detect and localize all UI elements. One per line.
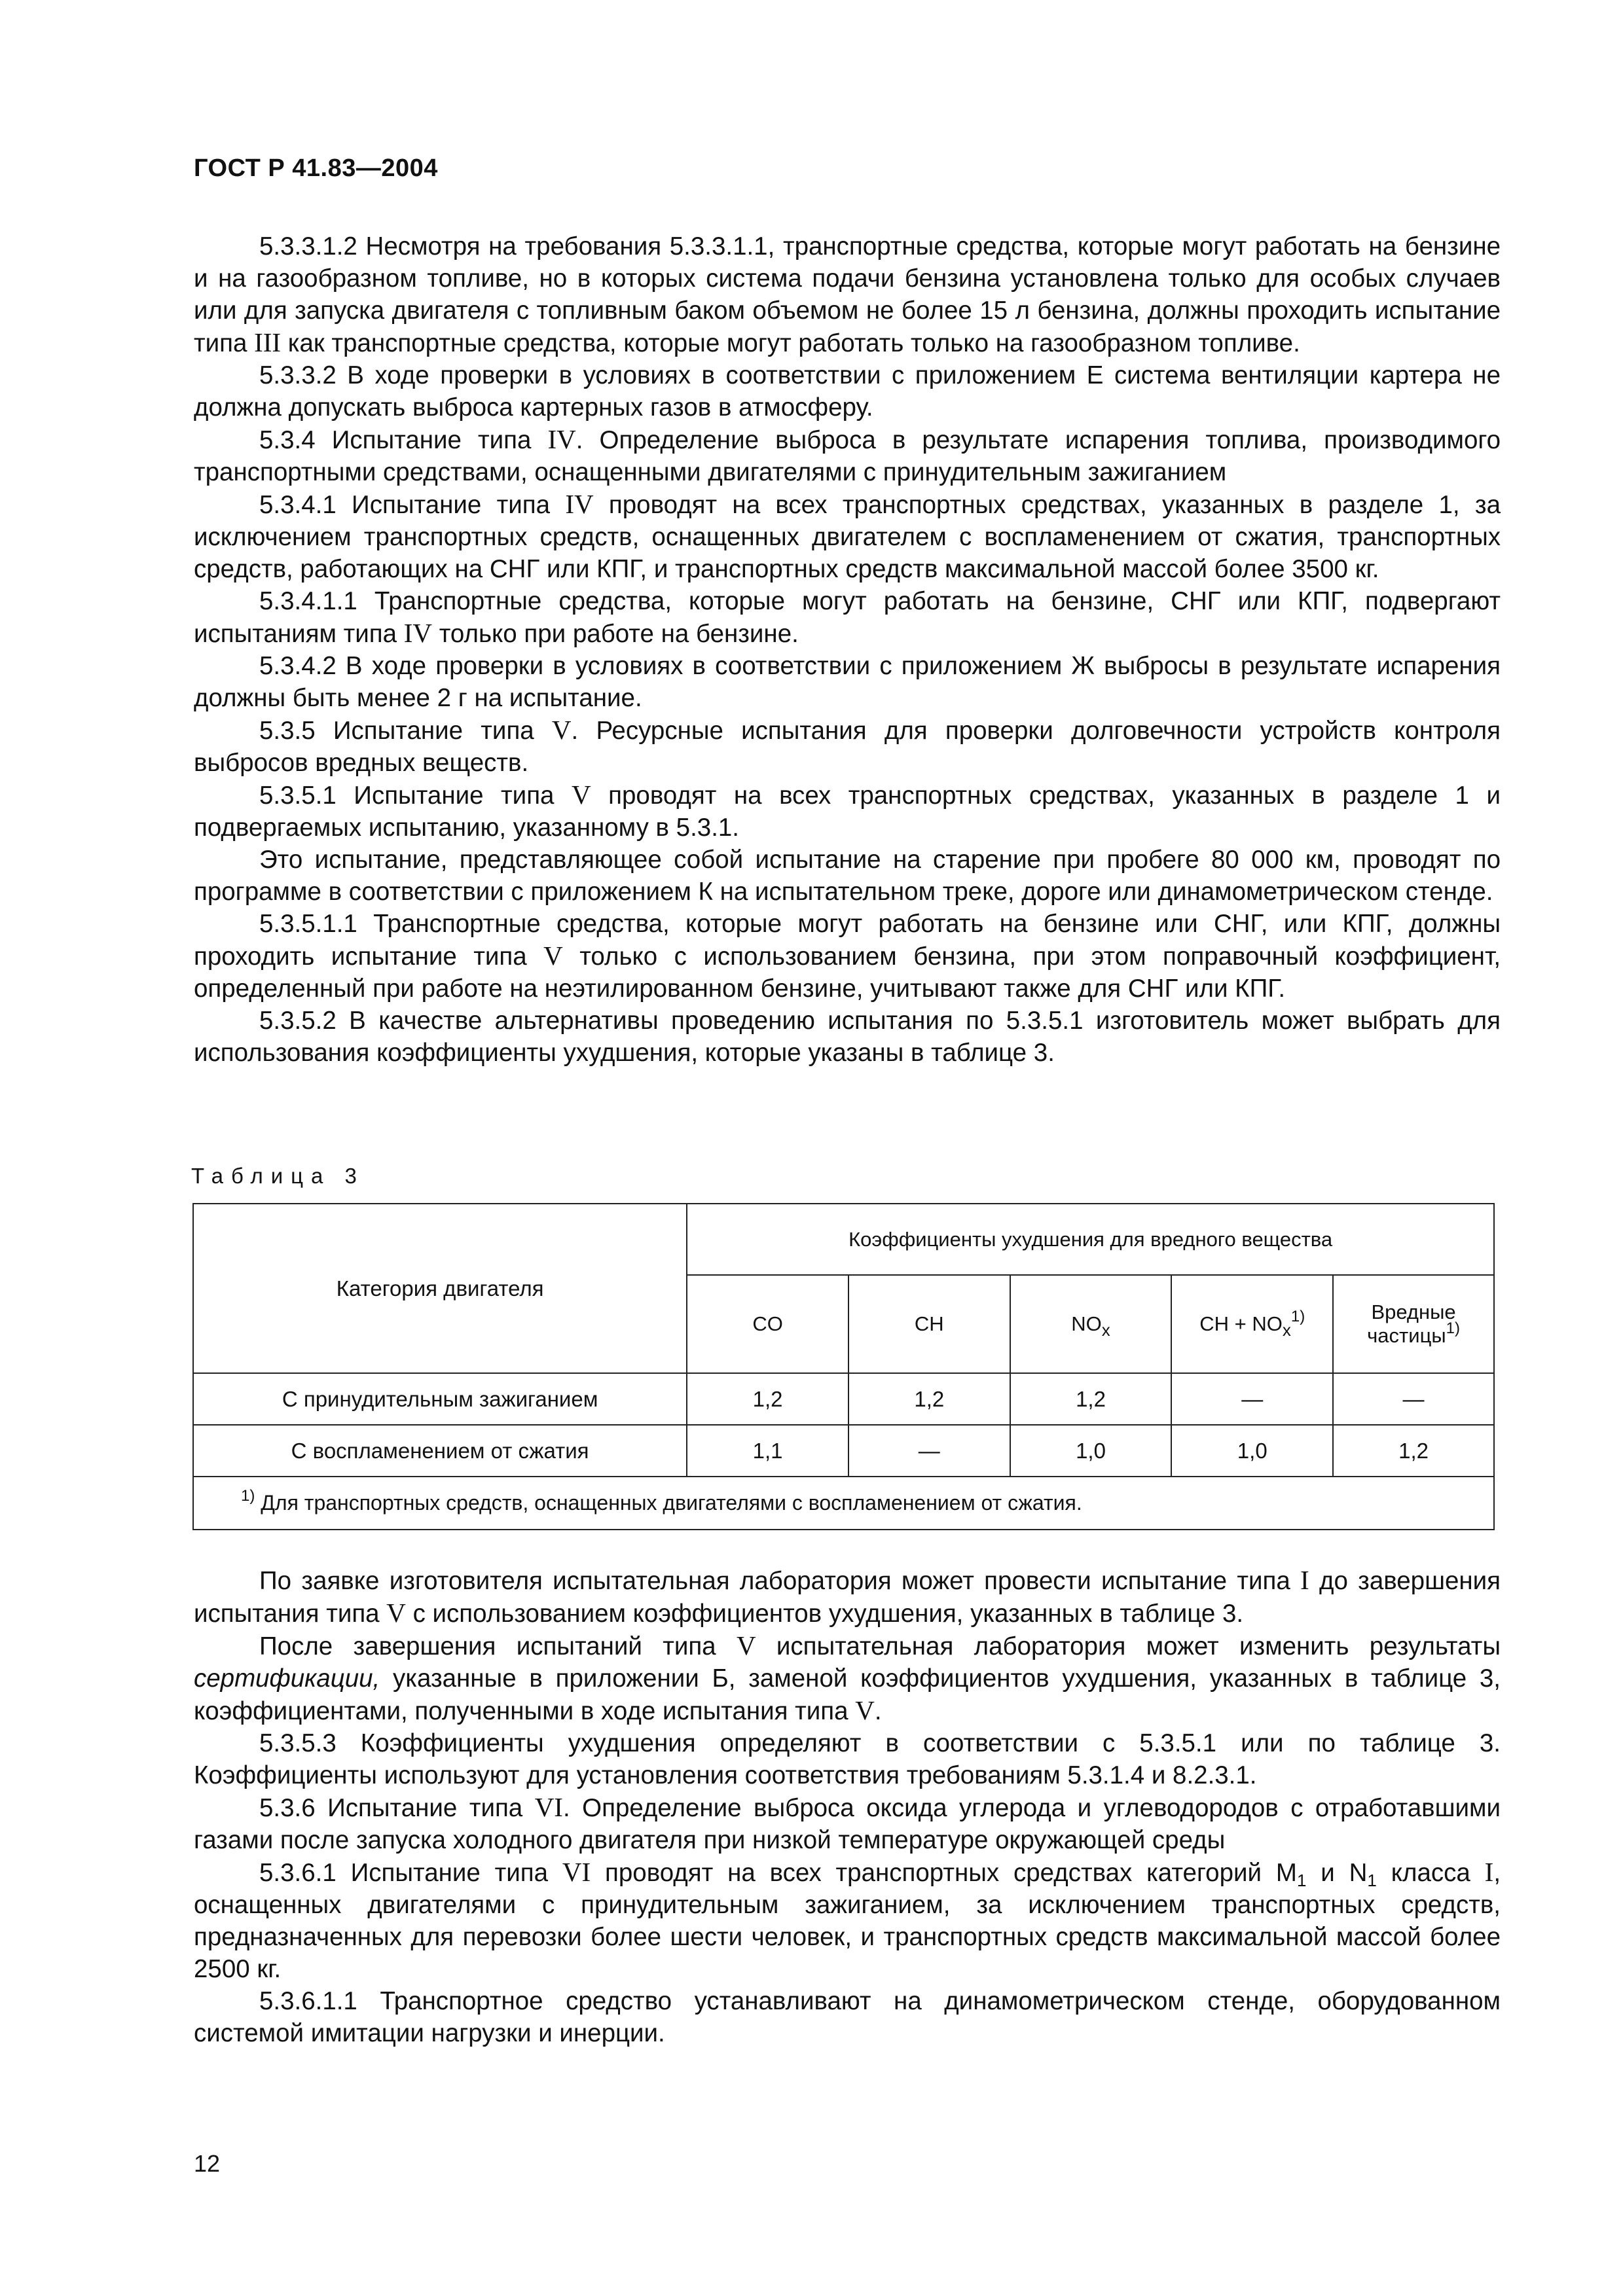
paragraph-5-3-4-1 [194,488,1501,585]
subscript: 1 [1296,1871,1307,1890]
paragraph-5-3-5-2: 5.3.5.2 В качестве альтернативы проведению испытания по 5.3.5.1 изготовитель может выбрать для использования коэффициенты ухудшения, которые указаны в таблице 3. [194,1007,1501,1067]
body-text-top [194,230,1501,1069]
text-run: как транспортные средства, которые могут работать только на газообразном топливе. [281,329,1300,357]
body-text-bottom [194,1564,1501,2049]
text-run: После завершения испытаний типа [259,1632,737,1660]
pm-line2: частицы [1367,1324,1446,1347]
cell-ch-nox: — [1171,1373,1333,1425]
text-run: 5.3.5 Испытание типа [259,717,552,745]
deterioration-factors-table [192,1203,1495,1530]
text-run: проводят на всех транспортных средствах категорий M [591,1859,1297,1887]
text-run: . Ресурсные испытания для проверки долговечности устройств контроля выбросов вредных веществ. [194,717,1501,777]
text-run: до завершения испытания типа [194,1567,1501,1628]
roman-numeral: V [551,715,572,745]
roman-numeral: V [386,1598,406,1628]
footnote-text: Для транспортных средств, оснащенных двигателями с воспламенением от сжатия. [255,1491,1082,1515]
text-run: указанные в приложении Б, заменой коэффициентов ухудшения, указанных в таблице 3, коэффициентами, полученными в ходе испытания типа [194,1664,1501,1725]
document-header: ГОСТ Р 41.83—2004 [194,154,438,182]
paragraph-5-3-5-1-1 [194,908,1501,1005]
text-run: испытательная лаборатория может изменить результаты [756,1632,1501,1660]
roman-numeral: V [543,941,563,971]
pm-footnote-ref: 1) [1446,1319,1460,1337]
header-engine-category: Категория двигателя [193,1204,687,1373]
cell-ch: — [848,1425,1010,1477]
header-particulates [1333,1275,1494,1373]
cell-ch: 1,2 [848,1373,1010,1425]
table-caption: Таблица 3 [191,1164,365,1188]
text-run: По заявке изготовителя испытательная лаборатория может провести испытание типа [259,1567,1301,1595]
cell-nox: 1,2 [1010,1373,1172,1425]
cell-co: 1,1 [687,1425,848,1477]
text-run: 5.3.5.1 Испытание типа [259,781,572,810]
cell-co: 1,2 [687,1373,848,1425]
paragraph-5-3-4 [194,423,1501,488]
cell-category: С принудительным зажиганием [193,1373,687,1425]
text-run: проводят на всех транспортных средствах, указанных в разделе 1, за исключением транспортных средств, оснащенных двигателем с воспламенением от сжатия, транспортных средств, работающих на СНГ или КПГ, и транспортных средств максимальной массой более 3500 кг. [194,491,1501,583]
text-run: класса [1376,1859,1485,1887]
paragraph-lab-request [194,1564,1501,1630]
text-run: . Определение выброса в результате испарения топлива, производимого транспортными средствами, оснащенными двигателями с принудительным зажиганием [194,426,1501,486]
paragraph-5-3-3-1-2 [194,230,1501,359]
text-run: 5.3.3.1.2 Несмотря на требования 5.3.3.1.1, транспортные средства, которые могут работать на бензине и на газообразном топливе, но в которых система подачи бензина установлена только для особых случаев или для запуска двигателя с топливным баком объемом не более 15 л бензина, должны проходить испытание типа [194,232,1501,357]
paragraph-aging-test: Это испытание, представляющее собой испытание на старение при пробеге 80 000 км, проводят по программе в соответствии с приложением К на испытательном треке, дороге или динамометрическом стенде. [194,846,1501,906]
nox-subscript: x [1101,1320,1110,1340]
header-ch: CH [848,1275,1010,1373]
paragraph-5-3-4-1-1 [194,585,1501,650]
paragraph-5-3-6-1-1: 5.3.6.1.1 Транспортное средство устанавливают на динамометрическом стенде, оборудованном системой имитации нагрузки и инерции. [194,1987,1501,2047]
header-nox [1010,1275,1172,1373]
paragraph-after-type-v [194,1630,1501,1727]
pm-line1: Вредные [1371,1300,1456,1323]
footnote-mark: 1) [241,1487,255,1505]
cell-category: С воспламенением от сжатия [193,1425,687,1477]
table-row [193,1425,1494,1477]
paragraph-5-3-4-2: 5.3.4.2 В ходе проверки в условиях в соответствии с приложением Ж выбросы в результате испарения должны быть менее 2 г на испытание. [194,652,1501,712]
paragraph-5-3-5-3: 5.3.5.3 Коэффициенты ухудшения определяют в соответствии с 5.3.5.1 или по таблице 3. Коэффициенты используют для установления соответствия требованиям 5.3.1.4 и 8.2.3.1. [194,1729,1501,1789]
text-run: , оснащенных двигателями с принудительным зажиганием, за исключением транспортных средств, предназначенных для перевозки более шести человек, и транспортных средств максимальной массой более 2500 кг. [194,1859,1501,1983]
paragraph-5-3-3-2: 5.3.3.2 В ходе проверки в условиях в соответствии с приложением Е система вентиляции картера не должна допускать выброса картерных газов в атмосферу. [194,361,1501,422]
table-header-row [193,1204,1494,1275]
text-run: . Определение выброса оксида углерода и углеводородов с отработавшими газами после запуска холодного двигателя при низкой температуре окружающей среды [194,1794,1501,1854]
text-run: с использованием коэффициентов ухудшения, указанных в таблице 3. [405,1600,1244,1628]
header-ch-nox [1171,1275,1333,1373]
text-run: только при работе на бензине. [432,620,799,648]
roman-numeral: VI [562,1857,591,1887]
nox-base: NO [1071,1312,1102,1335]
cell-ch-nox: 1,0 [1171,1425,1333,1477]
paragraph-5-3-6-1 [194,1856,1501,1985]
text-run: . [874,1697,882,1725]
paragraph-5-3-5-1 [194,779,1501,844]
text-run: 5.3.4.1 Испытание типа [259,491,566,519]
text-run: и N [1306,1859,1368,1887]
text-run: 5.3.4 Испытание типа [259,426,548,454]
paragraph-5-3-6 [194,1791,1501,1856]
roman-numeral: III [254,327,282,357]
header-deterioration-group: Коэффициенты ухудшения для вредного вещества [687,1204,1494,1275]
roman-numeral: V [736,1630,756,1660]
text-run: 5.3.5.1.1 Транспортные средства, которые могут работать на бензине или СНГ, или КПГ, должны проходить испытание типа [194,910,1501,971]
table-footnote [193,1477,1494,1530]
chnox-base: CH + NO [1199,1312,1283,1335]
cell-nox: 1,0 [1010,1425,1172,1477]
roman-numeral: I [1484,1857,1494,1887]
cell-particulates: 1,2 [1333,1425,1494,1477]
roman-numeral: IV [547,424,576,454]
roman-numeral: VI [534,1792,563,1822]
roman-numeral: V [855,1695,875,1725]
text-run: 5.3.6.1 Испытание типа [259,1859,562,1887]
table-row [193,1373,1494,1425]
paragraph-5-3-5 [194,714,1501,779]
text-run: только с использованием бензина, при этом поправочный коэффициент, определенный при работе на неэтилированном бензине, учитывают также для СНГ или КПГ. [194,942,1501,1003]
roman-numeral: IV [565,489,594,519]
text-run: 5.3.4.1.1 Транспортные средства, которые могут работать на бензине, СНГ или КПГ, подвергают испытаниям типа [194,587,1501,648]
table-footnote-row [193,1477,1494,1530]
roman-numeral: V [572,780,591,810]
roman-numeral: I [1300,1565,1309,1595]
roman-numeral: IV [403,618,433,648]
cell-particulates: — [1333,1373,1494,1425]
subscript: 1 [1367,1871,1377,1890]
chnox-footnote-ref: 1) [1290,1308,1305,1325]
text-run: 5.3.6 Испытание типа [259,1794,535,1822]
header-co: CO [687,1275,848,1373]
chnox-subscript: x [1282,1320,1291,1340]
page-number: 12 [194,2150,221,2177]
italic-run: сертификации, [194,1664,380,1693]
text-run: проводят на всех транспортных средствах, указанных в разделе 1 и подвергаемых испытанию, указанному в 5.3.1. [194,781,1501,842]
